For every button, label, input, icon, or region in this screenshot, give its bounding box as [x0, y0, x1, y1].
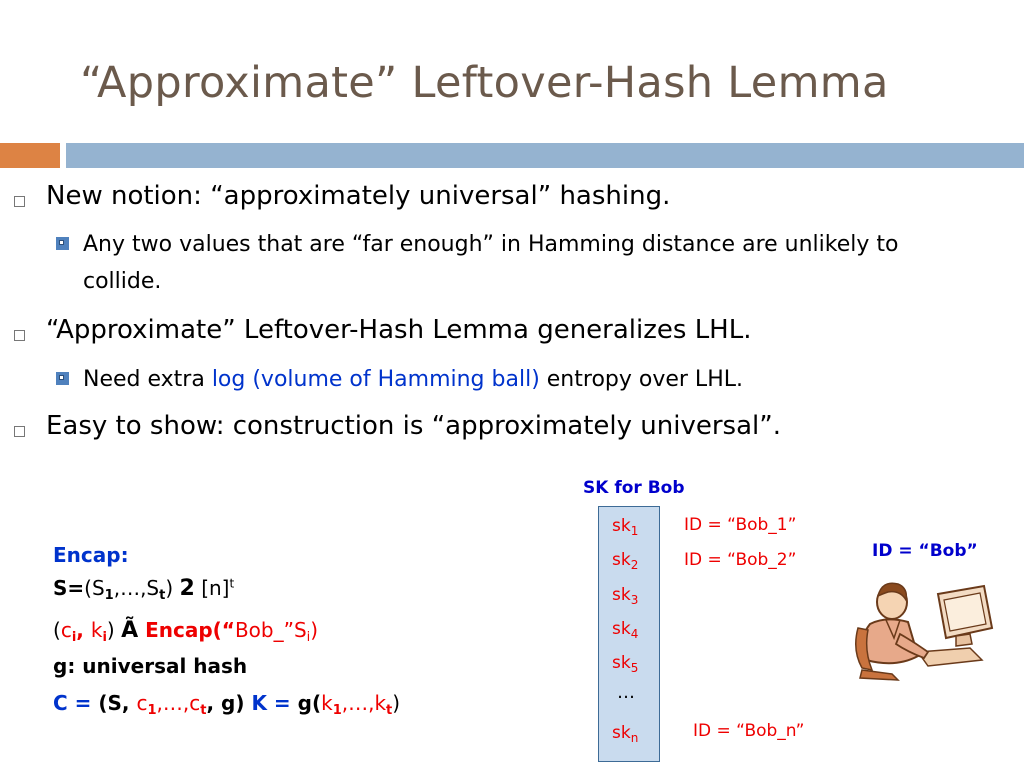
hamming-ball-highlight: log (volume of Hamming ball): [211, 367, 540, 392]
title-accent-bar-blue: [66, 143, 1024, 168]
sk-item: $sk_4$: [612, 619, 639, 641]
title-accent-bar-orange: [0, 143, 60, 168]
person-at-computer-icon: [852, 572, 1000, 684]
bullet-square-icon: [14, 330, 25, 341]
sk-ellipsis: …: [617, 682, 635, 703]
sub-bullet-icon: [56, 237, 69, 250]
sk-item: $sk_5$: [612, 653, 639, 675]
bullet-square-icon: [14, 426, 25, 437]
id-label-bob-1: ID = “Bob_1”: [684, 515, 797, 535]
sk-item: $sk_3$: [612, 585, 639, 607]
encap-line-ck: C = (S, $c_1,\dots,c_t$, g) $K = g(k_1,\dots,k_t)$: [53, 691, 401, 718]
sub-bullet-icon: [56, 372, 69, 385]
bullet-2-sub: Need extra log (volume of Hamming ball) entropy over LHL.: [83, 367, 743, 392]
encap-heading: Encap:: [53, 543, 129, 567]
sk-item: $sk_n$: [612, 723, 639, 745]
id-label-bob-2: ID = “Bob_2”: [684, 550, 797, 570]
id-label-bob-n: ID = “Bob_n”: [693, 721, 805, 741]
bullet-1: New notion: “approximately universal” hashing.: [46, 181, 671, 211]
sk-item: $sk_2$: [612, 550, 639, 572]
encap-line-g: g: universal hash: [53, 654, 248, 678]
bullet-2: “Approximate” Leftover-Hash Lemma generalizes LHL.: [46, 315, 752, 345]
bullet-square-icon: [14, 196, 25, 207]
id-bob-label: ID = “Bob”: [872, 541, 978, 561]
encap-line-s: $S=(S_1,\dots,S_t)$ 2 $[n]^t$: [53, 576, 235, 603]
bullet-3: Easy to show: construction is “approximately universal”.: [46, 411, 781, 441]
sk-item: $sk_1$: [612, 516, 639, 538]
slide-title: “Approximate” Leftover-Hash Lemma: [80, 58, 889, 108]
sk-panel-title: SK for Bob: [583, 478, 685, 498]
bullet-1-sub: Any two values that are “far enough” in Hamming distance are unlikely to collide.: [83, 232, 899, 294]
encap-line-c: ($c_i$, $k_i$) Ã $Encap(“Bob\_”S_i)$: [53, 618, 319, 645]
